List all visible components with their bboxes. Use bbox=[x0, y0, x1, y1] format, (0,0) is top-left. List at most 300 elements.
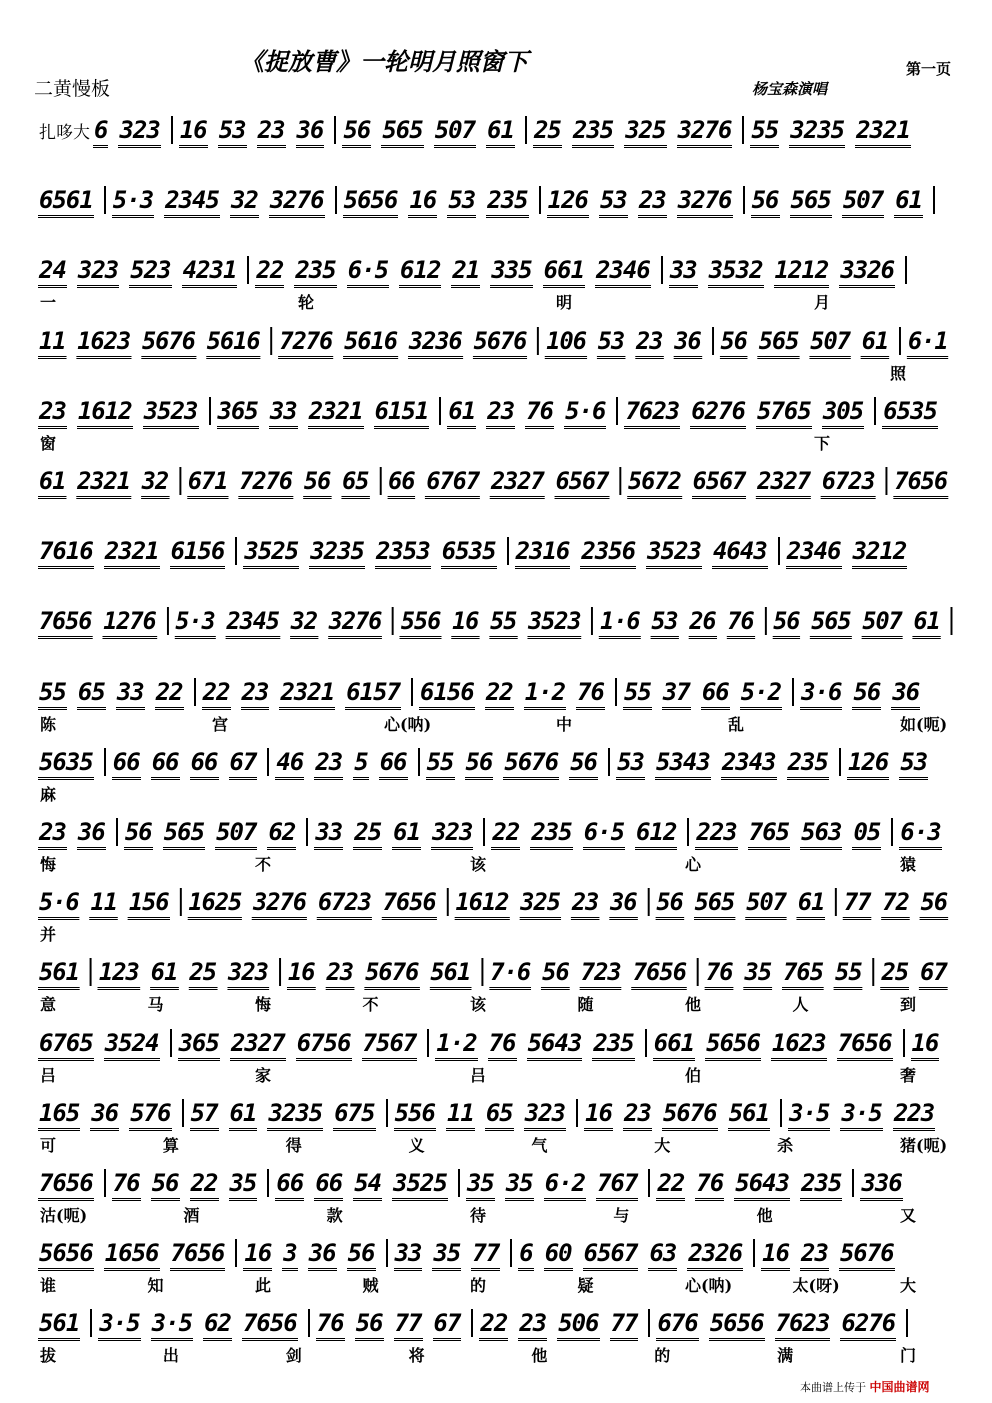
note-group: 33 bbox=[669, 257, 698, 288]
note-group: 325 bbox=[624, 117, 666, 148]
note-row bbox=[38, 1091, 945, 1131]
note-group: 723 bbox=[580, 959, 622, 990]
barline bbox=[308, 1309, 310, 1337]
note-group: 3235 bbox=[267, 1100, 323, 1131]
note-group: 2321 bbox=[76, 468, 131, 499]
note-group: 7567 bbox=[362, 1030, 418, 1061]
note-group: 23 bbox=[486, 398, 515, 429]
barline bbox=[235, 537, 237, 565]
note-group: 23 bbox=[257, 117, 286, 148]
note-group: 365 bbox=[217, 398, 259, 429]
lyric-char: 算 bbox=[162, 1135, 179, 1155]
note-group: 6157 bbox=[345, 679, 401, 710]
note-group: 565 bbox=[790, 187, 832, 218]
note-group: 25 bbox=[533, 117, 562, 148]
note-group: 56 bbox=[852, 679, 881, 710]
lyric-char: 吕 bbox=[40, 1065, 57, 1085]
note-group: 5616 bbox=[343, 328, 398, 359]
note-row bbox=[38, 1161, 913, 1201]
note-group: 3326 bbox=[839, 257, 895, 288]
note-group: 56 bbox=[569, 749, 598, 780]
note-group: 556 bbox=[400, 608, 441, 639]
lyric-char: 心(呐) bbox=[384, 714, 432, 734]
note-group: 54 bbox=[353, 1170, 382, 1201]
note-group: 1625 bbox=[187, 889, 242, 920]
note-group: 36 bbox=[609, 889, 637, 920]
note-group: 3523 bbox=[527, 608, 582, 639]
note-group: 507 bbox=[745, 889, 787, 920]
lyric-char: 杀 bbox=[777, 1135, 794, 1155]
lyric-char: 中 bbox=[556, 714, 573, 734]
note-group: 16 bbox=[179, 117, 208, 148]
lyric-char: 心(呐) bbox=[685, 1276, 733, 1296]
note-group: 2327 bbox=[230, 1030, 286, 1061]
note-group: 3276 bbox=[677, 187, 733, 218]
note-group: 36 bbox=[77, 819, 106, 850]
note-group: 6·3 bbox=[899, 819, 941, 850]
barline bbox=[90, 958, 92, 986]
note-group: 56 bbox=[465, 749, 494, 780]
barline bbox=[194, 678, 196, 706]
note-group: 323 bbox=[227, 959, 269, 990]
note-group: 76 bbox=[525, 398, 554, 429]
note-group: 323 bbox=[431, 819, 473, 850]
barline bbox=[167, 607, 169, 635]
note-group: 37 bbox=[662, 679, 691, 710]
note-group: 7656 bbox=[38, 1170, 94, 1201]
note-group: 61 bbox=[894, 187, 923, 218]
note-group: 16 bbox=[243, 1240, 272, 1271]
note-group: 3523 bbox=[143, 398, 199, 429]
note-group: 76 bbox=[576, 679, 605, 710]
note-row bbox=[38, 459, 958, 499]
note-group: 56 bbox=[151, 1170, 180, 1201]
note-group: 55 bbox=[834, 959, 863, 990]
note-group: 3·5 bbox=[98, 1310, 140, 1341]
note-group: 32 bbox=[141, 468, 169, 499]
note-group: 76 bbox=[705, 959, 734, 990]
barline bbox=[906, 1309, 908, 1337]
barline bbox=[647, 888, 649, 916]
lyric-char: 月 bbox=[814, 293, 831, 313]
barline bbox=[835, 888, 837, 916]
barline bbox=[471, 1309, 473, 1337]
note-group: 16 bbox=[911, 1030, 940, 1061]
barline bbox=[792, 678, 794, 706]
note-group: 2321 bbox=[855, 117, 911, 148]
note-group: 24 bbox=[38, 257, 67, 288]
note-group: 3·5 bbox=[788, 1100, 830, 1131]
note-row bbox=[38, 319, 958, 359]
barline bbox=[619, 467, 621, 495]
note-group: 35 bbox=[432, 1240, 461, 1271]
lyric-char: 沽(呃) bbox=[40, 1206, 88, 1225]
note-row bbox=[38, 599, 958, 639]
note-group: 76 bbox=[488, 1030, 517, 1061]
note-group: 5676 bbox=[662, 1100, 718, 1131]
note-group: 3·5 bbox=[151, 1310, 193, 1341]
note-group: 61 bbox=[797, 889, 825, 920]
note-group: 1612 bbox=[77, 398, 133, 429]
note-group: 36 bbox=[296, 117, 325, 148]
lyric-char: 伯 bbox=[685, 1065, 702, 1085]
lyric-char: 宫 bbox=[212, 714, 229, 734]
barline bbox=[182, 1099, 184, 1127]
barline bbox=[427, 1029, 429, 1057]
note-group: 126 bbox=[547, 187, 589, 218]
note-group: 22 bbox=[155, 679, 184, 710]
note-group: 3235 bbox=[789, 117, 845, 148]
note-group: 523 bbox=[129, 257, 171, 288]
barline bbox=[778, 537, 780, 565]
note-group: 66 bbox=[387, 468, 415, 499]
note-group: 6756 bbox=[296, 1030, 352, 1061]
note-group: 16 bbox=[451, 608, 479, 639]
note-group: 506 bbox=[557, 1310, 599, 1341]
note-group: 5·6 bbox=[38, 889, 80, 920]
note-group: 3276 bbox=[677, 117, 733, 148]
note-group: 66 bbox=[151, 749, 180, 780]
note-group: 76 bbox=[695, 1170, 724, 1201]
note-group: 5616 bbox=[206, 328, 261, 359]
score-line bbox=[0, 1161, 992, 1231]
barline bbox=[247, 256, 249, 284]
note-group: 4643 bbox=[712, 538, 768, 569]
lyric-char: 猪(呃) bbox=[900, 1135, 948, 1155]
barline bbox=[116, 818, 118, 846]
note-group: 53 bbox=[599, 187, 628, 218]
note-group: 3212 bbox=[852, 538, 908, 569]
note-group: 6567 bbox=[692, 468, 747, 499]
barline bbox=[608, 748, 610, 776]
note-group: 7656 bbox=[893, 468, 948, 499]
note-group: 612 bbox=[399, 257, 441, 288]
score-line bbox=[0, 810, 992, 880]
lyric-char: 剑 bbox=[285, 1346, 302, 1366]
note-group: 35 bbox=[743, 959, 772, 990]
lyric-char: 吕 bbox=[470, 1065, 487, 1085]
barline bbox=[903, 1029, 905, 1057]
note-group: 1·2 bbox=[435, 1030, 477, 1061]
barline bbox=[891, 818, 893, 846]
barline bbox=[481, 958, 483, 986]
note-group: 565 bbox=[694, 889, 736, 920]
note-group: 5643 bbox=[527, 1030, 583, 1061]
note-group: 3525 bbox=[243, 538, 299, 569]
lyric-char: 意 bbox=[40, 995, 57, 1015]
barline bbox=[271, 327, 273, 355]
barline bbox=[171, 116, 173, 144]
score-line bbox=[0, 178, 992, 248]
note-group: 3·6 bbox=[800, 679, 842, 710]
note-group: 565 bbox=[810, 608, 851, 639]
lyric-char: 随 bbox=[577, 995, 594, 1015]
note-group: 5·6 bbox=[564, 398, 606, 429]
lyric-char: 并 bbox=[40, 925, 57, 945]
lyric-char: 大 bbox=[900, 1276, 917, 1296]
note-group: 53 bbox=[447, 187, 476, 218]
barline bbox=[687, 818, 689, 846]
note-group: 23 bbox=[638, 187, 667, 218]
note-group: 7276 bbox=[278, 328, 333, 359]
score-line bbox=[0, 1301, 992, 1371]
note-group: 676 bbox=[656, 1310, 698, 1341]
note-group: 11 bbox=[38, 328, 66, 359]
barline bbox=[753, 1239, 755, 1267]
barline bbox=[780, 1099, 782, 1127]
barline bbox=[379, 467, 381, 495]
barline bbox=[764, 607, 766, 635]
lyric-char: 大 bbox=[654, 1135, 671, 1155]
lyric-char: 得 bbox=[285, 1135, 302, 1155]
lyric-char: 不 bbox=[362, 995, 379, 1015]
note-group: 61 bbox=[150, 959, 179, 990]
note-group: 7656 bbox=[382, 889, 437, 920]
note-group: 1612 bbox=[454, 889, 509, 920]
note-group: 6·5 bbox=[347, 257, 389, 288]
barline bbox=[279, 958, 281, 986]
note-group: 6·5 bbox=[583, 819, 625, 850]
note-group: 556 bbox=[394, 1100, 436, 1131]
barline bbox=[615, 678, 617, 706]
note-group: 507 bbox=[809, 328, 851, 359]
note-group: 3276 bbox=[328, 608, 383, 639]
lyric-char: 可 bbox=[40, 1135, 57, 1155]
lyric-char: 家 bbox=[255, 1065, 272, 1085]
barline bbox=[179, 467, 181, 495]
note-group: 1212 bbox=[774, 257, 830, 288]
lyric-char: 拔 bbox=[40, 1346, 57, 1366]
note-group: 6156 bbox=[170, 538, 226, 569]
barline bbox=[386, 1239, 388, 1267]
barline bbox=[616, 397, 618, 425]
barline bbox=[539, 186, 541, 214]
note-group: 35 bbox=[229, 1170, 258, 1201]
barline bbox=[591, 607, 593, 635]
note-group: 53 bbox=[650, 608, 678, 639]
note-group: 5 bbox=[353, 749, 368, 780]
note-group: 7656 bbox=[38, 608, 93, 639]
note-group: 76 bbox=[112, 1170, 141, 1201]
note-group: 5656 bbox=[343, 187, 399, 218]
note-group: 6276 bbox=[690, 398, 746, 429]
barline bbox=[742, 116, 744, 144]
note-group: 5·3 bbox=[112, 187, 154, 218]
note-group: 7656 bbox=[632, 959, 687, 990]
barline bbox=[458, 1169, 460, 1197]
barline bbox=[933, 186, 935, 214]
note-group: 22 bbox=[485, 679, 514, 710]
note-group: 323 bbox=[77, 257, 119, 288]
note-group: 2326 bbox=[687, 1240, 743, 1271]
note-group: 55 bbox=[426, 749, 455, 780]
note-group: 7656 bbox=[170, 1240, 226, 1271]
note-group: 336 bbox=[860, 1170, 902, 1201]
note-group: 3·5 bbox=[840, 1100, 882, 1131]
note-group: 325 bbox=[519, 889, 561, 920]
note-group: 6561 bbox=[38, 187, 94, 218]
barline bbox=[507, 537, 509, 565]
score-line bbox=[0, 599, 992, 669]
note-group: 5676 bbox=[473, 328, 528, 359]
note-group: 55 bbox=[750, 117, 779, 148]
lyric-char: 如(呃) bbox=[900, 714, 948, 734]
note-group: 235 bbox=[572, 117, 614, 148]
score-line bbox=[0, 319, 992, 389]
note-group: 55 bbox=[489, 608, 517, 639]
lyric-char: 贼 bbox=[362, 1276, 379, 1296]
note-row bbox=[38, 1231, 905, 1271]
barline bbox=[648, 1309, 650, 1337]
note-group: 56 bbox=[719, 328, 747, 359]
note-group: 36 bbox=[891, 679, 920, 710]
note-group: 23 bbox=[623, 1100, 652, 1131]
note-group: 323 bbox=[118, 117, 160, 148]
barline bbox=[886, 467, 888, 495]
score-line bbox=[0, 529, 992, 599]
note-group: 5·2 bbox=[740, 679, 782, 710]
note-group: 323 bbox=[524, 1100, 566, 1131]
note-group: 56 bbox=[655, 889, 683, 920]
barline bbox=[439, 397, 441, 425]
note-group: 1·2 bbox=[524, 679, 566, 710]
barline bbox=[905, 256, 907, 284]
percussion-prefix: 扎哆大 bbox=[39, 123, 90, 143]
barline bbox=[267, 1169, 269, 1197]
note-group: 1276 bbox=[102, 608, 157, 639]
note-group: 77 bbox=[610, 1310, 639, 1341]
note-row bbox=[38, 529, 917, 569]
barline bbox=[852, 1169, 854, 1197]
note-group: 6 bbox=[93, 117, 108, 148]
lyric-char: 麻 bbox=[40, 784, 57, 804]
note-group: 7656 bbox=[242, 1310, 298, 1341]
note-group: 6156 bbox=[419, 679, 475, 710]
note-group: 3276 bbox=[252, 889, 307, 920]
note-group: 5656 bbox=[705, 1030, 761, 1061]
note-group: 4231 bbox=[182, 257, 238, 288]
note-group: 35 bbox=[505, 1170, 534, 1201]
note-group: 6276 bbox=[840, 1310, 896, 1341]
note-group: 33 bbox=[314, 819, 343, 850]
note-group: 11 bbox=[446, 1100, 475, 1131]
barline bbox=[648, 1169, 650, 1197]
note-row bbox=[38, 389, 948, 429]
note-group: 5·3 bbox=[174, 608, 215, 639]
note-group: 6535 bbox=[882, 398, 938, 429]
lyric-char: 窗 bbox=[40, 433, 57, 453]
barline bbox=[525, 116, 527, 144]
note-group: 57 bbox=[190, 1100, 219, 1131]
note-row bbox=[38, 248, 913, 288]
note-group: 767 bbox=[596, 1170, 638, 1201]
upload-footer bbox=[800, 1378, 930, 1395]
note-row bbox=[38, 880, 958, 920]
lyric-char: 他 bbox=[756, 1206, 773, 1225]
note-group: 22 bbox=[656, 1170, 685, 1201]
barline bbox=[306, 818, 308, 846]
note-group: 23 bbox=[241, 679, 270, 710]
barline bbox=[104, 186, 106, 214]
note-group: 26 bbox=[688, 608, 716, 639]
note-group: 23 bbox=[314, 749, 343, 780]
lyric-char: 酒 bbox=[183, 1206, 200, 1225]
note-group: 6767 bbox=[425, 468, 480, 499]
lyric-char: 满 bbox=[777, 1346, 794, 1366]
note-group: 61 bbox=[392, 819, 421, 850]
note-group: 56 bbox=[347, 1240, 376, 1271]
barline bbox=[951, 607, 953, 635]
note-group: 6723 bbox=[317, 889, 372, 920]
note-group: 235 bbox=[800, 1170, 842, 1201]
note-group: 33 bbox=[269, 398, 298, 429]
note-group: 56 bbox=[303, 468, 331, 499]
note-group: 6151 bbox=[374, 398, 430, 429]
barline bbox=[235, 1239, 237, 1267]
note-group: 2346 bbox=[595, 257, 651, 288]
note-group: 671 bbox=[187, 468, 229, 499]
note-group: 65 bbox=[485, 1100, 514, 1131]
note-group: 55 bbox=[623, 679, 652, 710]
lyric-char: 他 bbox=[531, 1346, 548, 1366]
note-group: 1623 bbox=[76, 328, 131, 359]
note-row bbox=[38, 178, 941, 218]
score-line bbox=[0, 1091, 992, 1161]
note-group: 22 bbox=[190, 1170, 219, 1201]
lyric-char: 一 bbox=[40, 293, 57, 313]
note-group: 5656 bbox=[38, 1240, 94, 1271]
note-group: 61 bbox=[913, 608, 941, 639]
note-group: 76 bbox=[316, 1310, 345, 1341]
note-row bbox=[38, 1301, 914, 1341]
note-group: 561 bbox=[38, 1310, 80, 1341]
note-group: 6567 bbox=[555, 468, 610, 499]
footer-text: 本曲谱上传于 bbox=[800, 1381, 866, 1394]
lyric-char: 与 bbox=[613, 1206, 630, 1225]
note-group: 2321 bbox=[279, 679, 335, 710]
barline bbox=[418, 748, 420, 776]
barline bbox=[873, 958, 875, 986]
note-group: 65 bbox=[77, 679, 106, 710]
note-group: 36 bbox=[673, 328, 701, 359]
lyric-char: 太(呀) bbox=[792, 1276, 840, 1296]
note-group: 675 bbox=[333, 1100, 375, 1131]
note-row bbox=[38, 740, 938, 780]
score-line bbox=[0, 670, 992, 740]
lyric-char: 悔 bbox=[255, 995, 272, 1015]
note-group: 235 bbox=[486, 187, 528, 218]
score-line bbox=[0, 108, 992, 178]
note-group: 56 bbox=[541, 959, 570, 990]
note-group: 2327 bbox=[756, 468, 811, 499]
note-group: 2356 bbox=[580, 538, 636, 569]
note-group: 235 bbox=[294, 257, 336, 288]
note-group: 335 bbox=[490, 257, 532, 288]
note-group: 11 bbox=[90, 889, 118, 920]
note-group: 65 bbox=[341, 468, 369, 499]
barline bbox=[697, 958, 699, 986]
note-group: 22 bbox=[491, 819, 520, 850]
note-group: 661 bbox=[653, 1030, 695, 1061]
note-group: 66 bbox=[314, 1170, 343, 1201]
note-group: 6723 bbox=[821, 468, 876, 499]
note-group: 305 bbox=[822, 398, 864, 429]
note-group: 22 bbox=[479, 1310, 508, 1341]
note-group: 61 bbox=[447, 398, 476, 429]
note-group: 61 bbox=[38, 468, 66, 499]
lyric-char: 的 bbox=[654, 1346, 671, 1366]
barline bbox=[334, 116, 336, 144]
